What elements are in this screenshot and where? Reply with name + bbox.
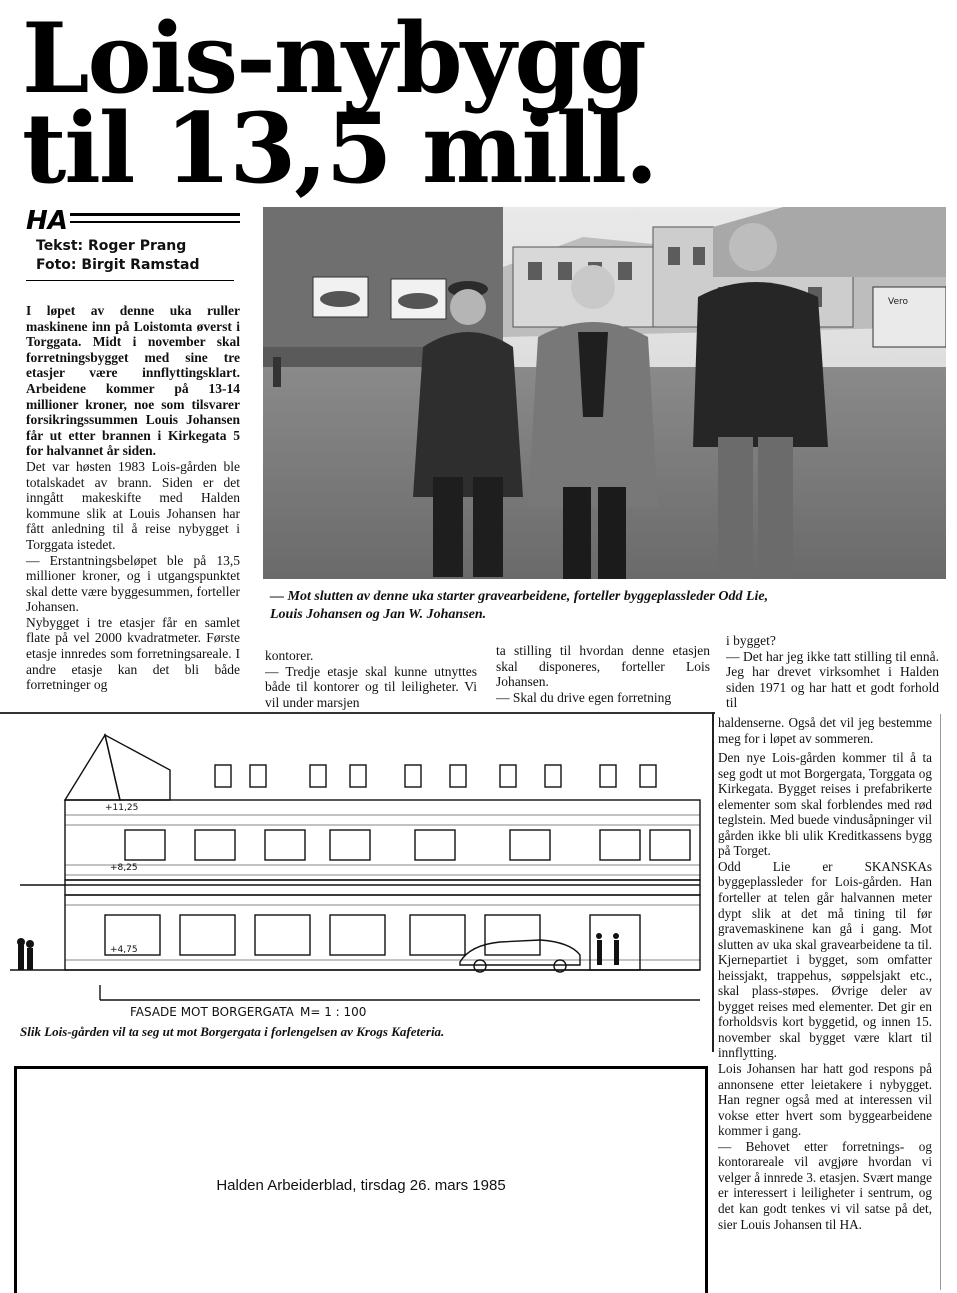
article-column-4-bottom bbox=[718, 715, 932, 1232]
paragraph: Nybygget i tre etasjer får en samlet flate på vel 2000 kvadratmeter. Første etasje innredes som forretningsareale. I andre etasje kan det bli både forretninger og bbox=[26, 614, 240, 693]
lead-paragraph: I løpet av denne uka ruller maskinene inn på Loistomta øverst i Torggata. Midt i november skal forretningsbygget med sine tre etasjer være innflyttingsklart. Arbeidene kommer på 13-14 millioner kroner, noe som tilsvarer forsikringssummen Louis Johansen får ut etter brannen i Kirkegata 5 for halvannet år siden. bbox=[26, 303, 240, 459]
drawing-scale: M= 1 : 100 bbox=[300, 1005, 367, 1019]
logo-rule bbox=[70, 213, 240, 216]
source-box bbox=[14, 1066, 708, 1293]
logo-rule bbox=[70, 221, 240, 223]
photo-illustration bbox=[263, 207, 946, 579]
article-column-3 bbox=[496, 643, 710, 709]
paragraph: — Tredje etasje skal kunne utnyttes både til kontorer og til leiligheter. Vi vil under marsjen bbox=[265, 663, 477, 710]
paragraph: ta stilling til hvordan denne etasjen skal disponeres, forteller Lois Johansen. bbox=[496, 643, 710, 690]
paragraph: — Det har jeg ikke tatt stilling til ennå. Jeg har drevet virksomhet i Halden siden 1971 og har hatt et godt forhold til bbox=[726, 648, 939, 710]
article-column-4-top bbox=[726, 633, 939, 710]
photo-caption bbox=[270, 588, 950, 624]
headline bbox=[22, 2, 657, 205]
headline-line-2: til 13,5 mill. bbox=[22, 92, 657, 205]
paragraph: — Erstantningsbeløpet ble på 13,5 millioner kroner, og i utgangspunktet skal dette være byggesummen, forteller Johansen. bbox=[26, 552, 240, 615]
byline-photo: Foto: Birgit Ramstad bbox=[36, 257, 200, 273]
shop-sign: Vero bbox=[888, 297, 909, 307]
facade-elevation bbox=[10, 730, 710, 1025]
article-column-2 bbox=[265, 648, 477, 710]
paragraph: Lois Johansen har hatt god respons på annonsene etter leietakere i nybygget. Han regner også med at interessen vil vokse etter hvert som byggearbeidene kommer i gang. bbox=[718, 1061, 932, 1139]
paragraph: Odd Lie er SKANSKAs byggeplassleder for Lois-gården. Han forteller at telen går halvannen meter dypt slik at det må tining til før gravemaskinene kan gå i gang. Mot slutten av uka skal gravearbeidene ta til. Kjernepartiet i bygget, som omfatter heissjakt, trappehus, søppelsjakt etc., skal plass-støpes. Øvrige deler av bygget reises med elementer. Det gir en forholdsvis kort byggetid, og innen 15. november skal bygget være klart til innflytting. bbox=[718, 858, 932, 1061]
byline-rule bbox=[26, 280, 234, 281]
drawing-caption: Slik Lois-gården vil ta seg ut mot Borgergata i forlengelsen av Krogs Kafeteria. bbox=[20, 1024, 445, 1039]
facade-drawing bbox=[10, 730, 710, 1025]
level-low-label: +4,75 bbox=[110, 945, 138, 955]
caption-line-2: Louis Johansen og Jan W. Johansen. bbox=[270, 607, 487, 622]
clipping-cut-line bbox=[0, 712, 715, 714]
level-top-label: +11,25 bbox=[105, 803, 139, 813]
news-photo bbox=[263, 207, 946, 579]
ha-logo: HA bbox=[26, 206, 68, 236]
paragraph: — Behovet etter forretnings- og kontorareale vil avgjøre hvordan vi velger å innrede 3. etasjen. Svært mange er interessert i leiligheter i sentrum, og det kan godt tenkes vi vil satse på det, sier Louis Johansen til HA. bbox=[718, 1138, 932, 1232]
source-citation: Halden Arbeiderblad, tirsdag 26. mars 1985 bbox=[216, 1177, 506, 1194]
paragraph: Det var høsten 1983 Lois-gården ble totalskadet av brann. Siden er det inngått makeskifte med Halden kommune slik at Louis Johansen har fått anledning til å reise nybygget i Torggata istedet. bbox=[26, 458, 240, 552]
paragraph: haldenserne. Også det vil jeg bestemme meg for i løpet av sommeren. bbox=[718, 715, 932, 746]
paragraph: Den nye Lois-gården kommer til å ta seg godt ut mot Borgergata, Torggata og Kirkegata. Bygget reises i prefabrikerte elementer som skal forblendes med rød teglstein. Med buede vindusåpninger vil gården ikke bli ulik Kreditkassens bygg på Torget. bbox=[718, 750, 932, 859]
paragraph: kontorer. bbox=[265, 648, 314, 663]
paragraph: — Skal du drive egen forretning bbox=[496, 689, 672, 705]
headline-line-1: Lois-nybygg bbox=[22, 2, 645, 115]
caption-line-1: — Mot slutten av denne uka starter gravearbeidene, forteller byggeplassleder Odd Lie, bbox=[270, 589, 769, 604]
column-edge bbox=[940, 714, 941, 1290]
paragraph: i bygget? bbox=[726, 633, 776, 648]
drawing-title: FASADE MOT BORGERGATA bbox=[130, 1005, 294, 1019]
level-mid-label: +8,25 bbox=[110, 863, 138, 873]
byline-text: Tekst: Roger Prang bbox=[36, 238, 187, 254]
clipping-cut-line bbox=[712, 712, 714, 1052]
article-column-1 bbox=[26, 303, 240, 693]
